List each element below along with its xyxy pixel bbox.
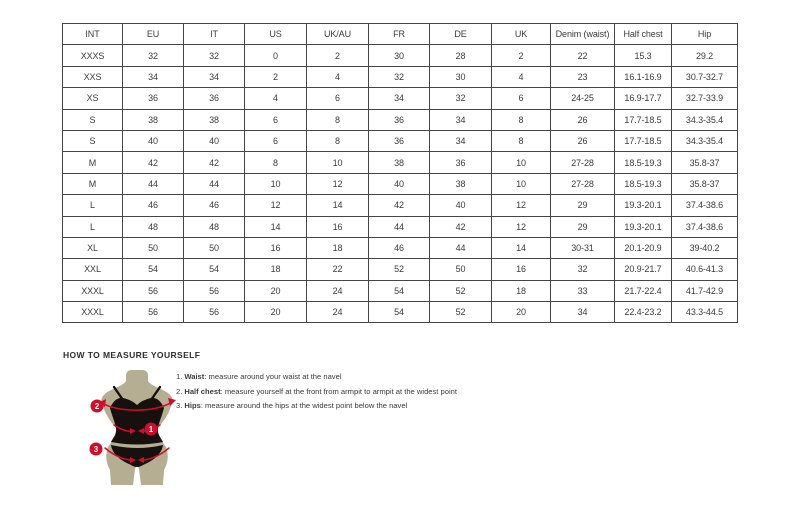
table-cell: 8 xyxy=(492,130,551,151)
table-cell: 32 xyxy=(184,45,245,66)
badge-3-number: 3 xyxy=(93,444,99,454)
table-cell: 8 xyxy=(307,109,369,130)
table-cell: 18 xyxy=(492,280,551,301)
column-header: FR xyxy=(369,24,430,45)
table-cell: 20 xyxy=(245,302,307,323)
step-number: 2. xyxy=(176,386,183,396)
table-cell: 34 xyxy=(430,130,492,151)
table-cell: 29.2 xyxy=(672,45,738,66)
table-cell: 56 xyxy=(123,302,184,323)
table-row xyxy=(63,109,738,130)
column-header: INT xyxy=(63,24,123,45)
table-cell: 40 xyxy=(369,173,430,194)
table-cell: 22 xyxy=(551,45,615,66)
table-cell: 18 xyxy=(245,259,307,280)
table-cell: 0 xyxy=(245,45,307,66)
table-cell: 18.5-19.3 xyxy=(615,152,672,173)
step-label: Hips xyxy=(184,401,201,411)
step-text: : measure yourself at the front from armpit to armpit at the widest point xyxy=(220,386,457,396)
table-row xyxy=(63,152,738,173)
table-cell: 2 xyxy=(245,66,307,87)
table-cell: 56 xyxy=(184,302,245,323)
step-number: 3. xyxy=(176,401,183,411)
badge-1-number: 1 xyxy=(148,424,154,434)
table-cell: 48 xyxy=(123,216,184,237)
table-row xyxy=(63,88,738,109)
table-cell: 24 xyxy=(307,302,369,323)
table-cell: 36 xyxy=(123,88,184,109)
table-cell: 44 xyxy=(430,237,492,258)
table-cell: 29 xyxy=(551,195,615,216)
table-cell: 34.3-35.4 xyxy=(672,130,738,151)
table-cell: 36 xyxy=(184,88,245,109)
measure-step-hips xyxy=(176,401,457,410)
table-cell: 34 xyxy=(551,302,615,323)
table-cell: 30-31 xyxy=(551,237,615,258)
table-cell: 32 xyxy=(369,66,430,87)
table-cell: 20.1-20.9 xyxy=(615,237,672,258)
table-cell: XS xyxy=(63,88,123,109)
column-header: UK xyxy=(492,24,551,45)
table-cell: 19.3-20.1 xyxy=(615,216,672,237)
column-header: Half chest xyxy=(615,24,672,45)
table-cell: 6 xyxy=(245,109,307,130)
table-row xyxy=(63,216,738,237)
table-cell: 54 xyxy=(369,280,430,301)
table-cell: 4 xyxy=(307,66,369,87)
table-cell: 42 xyxy=(430,216,492,237)
table-cell: 8 xyxy=(492,109,551,130)
table-row xyxy=(63,130,738,151)
table-cell: 32.7-33.9 xyxy=(672,88,738,109)
measure-instructions xyxy=(176,372,457,416)
table-cell: 50 xyxy=(184,237,245,258)
table-cell: 18 xyxy=(307,237,369,258)
table-cell: 42 xyxy=(184,152,245,173)
table-cell: 16 xyxy=(245,237,307,258)
table-cell: 34.3-35.4 xyxy=(672,109,738,130)
table-cell: 16 xyxy=(307,216,369,237)
table-cell: 8 xyxy=(245,152,307,173)
table-cell: 19.3-20.1 xyxy=(615,195,672,216)
table-cell: 12 xyxy=(492,216,551,237)
step-label: Half chest xyxy=(184,386,221,396)
table-cell: 40 xyxy=(123,130,184,151)
column-header: IT xyxy=(184,24,245,45)
measure-section-title: HOW TO MEASURE YOURSELF xyxy=(63,350,201,360)
table-cell: 44 xyxy=(184,173,245,194)
table-cell: 50 xyxy=(123,237,184,258)
table-cell: 42 xyxy=(369,195,430,216)
table-cell: 26 xyxy=(551,130,615,151)
table-cell: 37.4-38.6 xyxy=(672,195,738,216)
table-row xyxy=(63,302,738,323)
table-cell: 48 xyxy=(184,216,245,237)
table-cell: 23 xyxy=(551,66,615,87)
table-cell: XXXL xyxy=(63,280,123,301)
table-cell: 40 xyxy=(184,130,245,151)
table-cell: XXS xyxy=(63,66,123,87)
table-cell: 2 xyxy=(307,45,369,66)
table-cell: 34 xyxy=(184,66,245,87)
table-cell: 4 xyxy=(492,66,551,87)
table-cell: M xyxy=(63,173,123,194)
table-cell: 39-40.2 xyxy=(672,237,738,258)
table-cell: 14 xyxy=(492,237,551,258)
table-cell: 52 xyxy=(369,259,430,280)
table-cell: 56 xyxy=(184,280,245,301)
table-cell: 30.7-32.7 xyxy=(672,66,738,87)
table-cell: S xyxy=(63,130,123,151)
column-header: EU xyxy=(123,24,184,45)
table-cell: 50 xyxy=(430,259,492,280)
column-header: DE xyxy=(430,24,492,45)
table-cell: 22.4-23.2 xyxy=(615,302,672,323)
table-cell: 46 xyxy=(184,195,245,216)
table-cell: 10 xyxy=(492,152,551,173)
step-number: 1. xyxy=(176,372,183,381)
table-row xyxy=(63,45,738,66)
table-cell: 36 xyxy=(369,130,430,151)
column-header: UK/AU xyxy=(307,24,369,45)
table-cell: 35.8-37 xyxy=(672,173,738,194)
table-cell: L xyxy=(63,195,123,216)
size-table-body xyxy=(63,45,738,323)
table-cell: 4 xyxy=(245,88,307,109)
table-cell: 17.7-18.5 xyxy=(615,109,672,130)
table-cell: 10 xyxy=(492,173,551,194)
table-cell: 38 xyxy=(430,173,492,194)
table-cell: 32 xyxy=(123,45,184,66)
table-cell: 54 xyxy=(123,259,184,280)
table-cell: 15.3 xyxy=(615,45,672,66)
table-row xyxy=(63,237,738,258)
table-cell: L xyxy=(63,216,123,237)
table-cell: 26 xyxy=(551,109,615,130)
step-label: Waist xyxy=(184,372,205,381)
table-cell: 56 xyxy=(123,280,184,301)
size-table-header-row xyxy=(63,24,738,45)
table-cell: M xyxy=(63,152,123,173)
table-cell: 21.7-22.4 xyxy=(615,280,672,301)
table-row xyxy=(63,195,738,216)
table-row xyxy=(63,259,738,280)
badge-2-number: 2 xyxy=(94,401,100,411)
table-cell: 42 xyxy=(123,152,184,173)
table-cell: 37.4-38.6 xyxy=(672,216,738,237)
table-row xyxy=(63,66,738,87)
table-cell: 36 xyxy=(369,109,430,130)
measure-step-waist xyxy=(176,372,457,381)
table-cell: 6 xyxy=(307,88,369,109)
column-header: Denim (waist) xyxy=(551,24,615,45)
step-text: : measure around the hips at the widest point below the navel xyxy=(200,401,408,411)
table-cell: 40 xyxy=(430,195,492,216)
column-header: US xyxy=(245,24,307,45)
step-text: : measure around your waist at the navel xyxy=(204,372,342,381)
table-cell: 24 xyxy=(307,280,369,301)
table-cell: 6 xyxy=(492,88,551,109)
table-cell: 44 xyxy=(369,216,430,237)
table-cell: 54 xyxy=(184,259,245,280)
table-cell: 12 xyxy=(307,173,369,194)
table-cell: 27-28 xyxy=(551,152,615,173)
table-cell: 20.9-21.7 xyxy=(615,259,672,280)
table-cell: 38 xyxy=(184,109,245,130)
size-conversion-table xyxy=(62,23,738,323)
table-cell: 38 xyxy=(369,152,430,173)
table-cell: 44 xyxy=(123,173,184,194)
table-cell: XL xyxy=(63,237,123,258)
table-row xyxy=(63,173,738,194)
table-cell: 33 xyxy=(551,280,615,301)
table-cell: 30 xyxy=(369,45,430,66)
table-cell: 34 xyxy=(123,66,184,87)
table-cell: 29 xyxy=(551,216,615,237)
table-cell: 52 xyxy=(430,280,492,301)
table-cell: XXXS xyxy=(63,45,123,66)
table-cell: 36 xyxy=(430,152,492,173)
table-cell: 16.1-16.9 xyxy=(615,66,672,87)
table-cell: 34 xyxy=(430,109,492,130)
table-cell: 34 xyxy=(369,88,430,109)
table-cell: S xyxy=(63,109,123,130)
table-cell: 32 xyxy=(430,88,492,109)
column-header: Hip xyxy=(672,24,738,45)
table-cell: 20 xyxy=(492,302,551,323)
table-cell: 17.7-18.5 xyxy=(615,130,672,151)
table-cell: 30 xyxy=(430,66,492,87)
table-cell: 35.8-37 xyxy=(672,152,738,173)
table-cell: 10 xyxy=(307,152,369,173)
table-cell: 46 xyxy=(369,237,430,258)
table-cell: 12 xyxy=(245,195,307,216)
table-cell: 27-28 xyxy=(551,173,615,194)
table-cell: 43.3-44.5 xyxy=(672,302,738,323)
table-cell: 41.7-42.9 xyxy=(672,280,738,301)
table-cell: 12 xyxy=(492,195,551,216)
table-cell: 28 xyxy=(430,45,492,66)
table-cell: 20 xyxy=(245,280,307,301)
table-cell: 18.5-19.3 xyxy=(615,173,672,194)
table-cell: 52 xyxy=(430,302,492,323)
table-cell: 40.6-41.3 xyxy=(672,259,738,280)
table-cell: 16.9-17.7 xyxy=(615,88,672,109)
table-cell: 24-25 xyxy=(551,88,615,109)
table-cell: 6 xyxy=(245,130,307,151)
table-cell: 2 xyxy=(492,45,551,66)
table-cell: 22 xyxy=(307,259,369,280)
measure-step-half-chest xyxy=(176,387,457,396)
table-cell: 14 xyxy=(245,216,307,237)
table-cell: 38 xyxy=(123,109,184,130)
table-row xyxy=(63,280,738,301)
table-cell: 46 xyxy=(123,195,184,216)
table-cell: 10 xyxy=(245,173,307,194)
table-cell: XXXL xyxy=(63,302,123,323)
table-cell: 32 xyxy=(551,259,615,280)
table-cell: XXL xyxy=(63,259,123,280)
table-cell: 14 xyxy=(307,195,369,216)
table-cell: 8 xyxy=(307,130,369,151)
table-cell: 16 xyxy=(492,259,551,280)
mannequin-figure xyxy=(85,368,185,492)
table-cell: 54 xyxy=(369,302,430,323)
